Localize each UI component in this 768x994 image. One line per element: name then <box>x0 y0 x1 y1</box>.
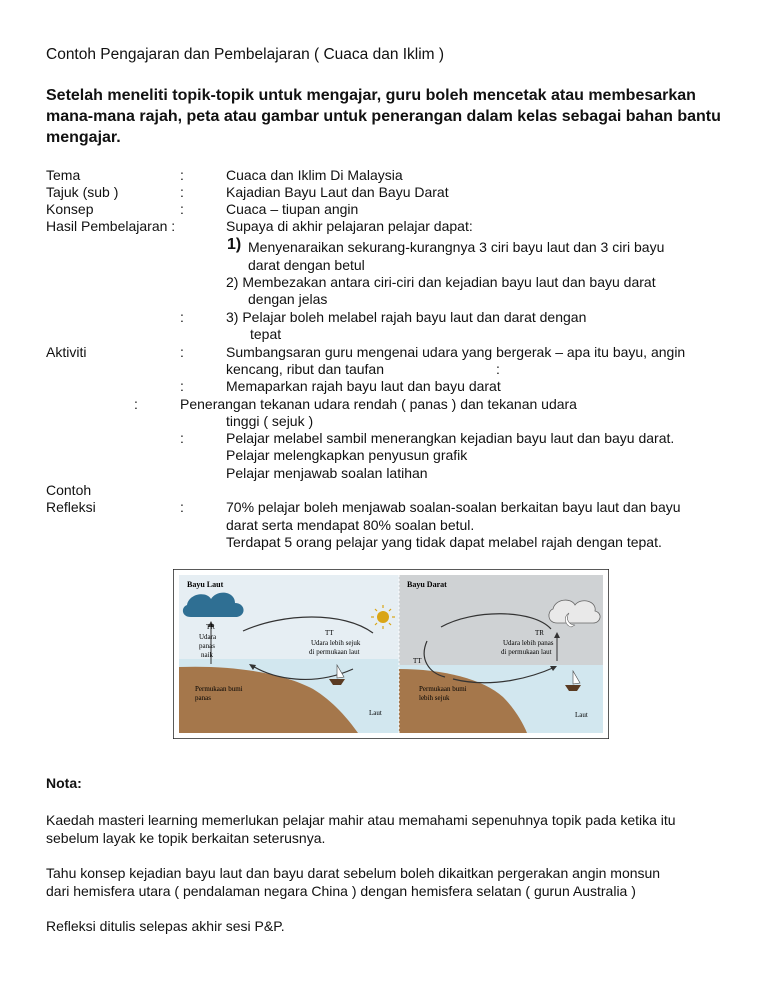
hasil-2-line-b: dengan jelas <box>248 291 328 307</box>
tr-text: Udara <box>199 633 217 641</box>
label-tema: Tema <box>46 167 81 183</box>
aktiviti-3-line-a: Penerangan tekanan udara rendah ( panas ) dan tekanan udara <box>180 396 577 412</box>
refleksi-line-b: darat serta mendapat 80% soalan betul. <box>226 517 475 533</box>
nota-p3: Refleksi ditulis selepas akhir sesi P&P. <box>46 918 285 934</box>
sea-breeze-title: Bayu Laut <box>187 580 224 589</box>
hasil-3-line-b: tepat <box>250 326 282 342</box>
refleksi-line-a: 70% pelajar boleh menjawab soalan-soalan berkaitan bayu laut dan bayu <box>226 499 681 515</box>
tt-label: TT <box>413 657 422 665</box>
land-label: Permukaan bumi <box>419 685 467 693</box>
tt-text: Udara lebih sejuk <box>311 639 361 647</box>
nota-p2-line-a: Tahu konsep kejadian bayu laut dan bayu darat sebelum boleh dikaitkan pergerakan angin monsun <box>46 865 661 881</box>
tr-label: TR <box>206 623 215 631</box>
nota-p1-line-b: sebelum layak ke topik berkaitan seterusnya. <box>46 830 326 846</box>
page-title: Contoh Pengajaran dan Pembelajaran ( Cuaca dan Iklim ) <box>46 46 445 63</box>
sea-land-breeze-diagram <box>173 569 609 739</box>
refleksi-line-c: Terdapat 5 orang pelajar yang tidak dapat melabel rajah dengan tepat. <box>226 534 662 550</box>
colon: : <box>180 344 184 360</box>
value-tema: Cuaca dan Iklim Di Malaysia <box>226 167 403 183</box>
value-tajuk: Kajadian Bayu Laut dan Bayu Darat <box>226 184 449 200</box>
label-tajuk: Tajuk (sub ) <box>46 184 119 200</box>
land-breeze-title: Bayu Darat <box>407 580 447 589</box>
land-label: lebih sejuk <box>419 694 450 702</box>
colon: : <box>180 309 184 325</box>
cloud-icon <box>549 600 600 623</box>
sea-breeze-panel <box>179 575 399 733</box>
intro-paragraph: Setelah meneliti topik-topik untuk mengajar, guru boleh mencetak atau membesarkan mana-mana rajah, peta atau gambar untuk penerangan dalam kelas sebagai bahan bantu mengajar. <box>46 87 721 146</box>
colon: : <box>496 361 500 377</box>
value-hasil: Supaya di akhir pelajaran pelajar dapat: <box>226 218 473 234</box>
colon: : <box>180 201 184 217</box>
nota-p1-line-a: Kaedah masteri learning memerlukan pelajar mahir atau memahami sepenuhnya topik pada ketika itu <box>46 812 676 828</box>
colon: : <box>134 396 138 412</box>
aktiviti-6: Pelajar menjawab soalan latihan <box>226 465 428 481</box>
label-contoh: Contoh <box>46 482 92 498</box>
tt-text: di permukaan laut <box>309 648 360 656</box>
colon: : <box>180 499 184 515</box>
label-aktiviti: Aktiviti <box>46 344 87 360</box>
aktiviti-3-line-b: tinggi ( sejuk ) <box>226 413 314 429</box>
hasil-1-line-b: darat dengan betul <box>248 257 365 273</box>
value-konsep: Cuaca – tiupan angin <box>226 201 359 217</box>
aktiviti-2: Memaparkan rajah bayu laut dan bayu darat <box>226 378 501 394</box>
tr-text: panas <box>199 642 215 650</box>
colon: : <box>180 167 184 183</box>
tr-text: Udara lebih panas <box>503 639 554 647</box>
aktiviti-line-b: kencang, ribut dan taufan <box>226 361 385 377</box>
hasil-1-line-a: Menyenaraikan sekurang-kurangnya 3 ciri bayu laut dan 3 ciri bayu <box>248 239 665 255</box>
land-label: Permukaan bumi <box>195 685 243 693</box>
aktiviti-5: Pelajar melengkapkan penyusun grafik <box>226 447 468 463</box>
nota-heading: Nota: <box>46 775 82 791</box>
hasil-3-line-a: 3) Pelajar boleh melabel rajah bayu laut dan darat dengan <box>226 309 587 325</box>
aktiviti-line-a: Sumbangsaran guru mengenai udara yang bergerak – apa itu bayu, angin <box>226 344 686 360</box>
colon: : <box>180 430 184 446</box>
tr-label: TR <box>535 629 544 637</box>
aktiviti-4: Pelajar melabel sambil menerangkan kejadian bayu laut dan bayu darat. <box>226 430 675 446</box>
label-hasil: Hasil Pembelajaran : <box>46 218 176 234</box>
hasil-1-number: 1) <box>227 236 242 253</box>
nota-p2-line-b: dari hemisfera utara ( pendalaman negara China ) dengan hemisfera selatan ( gurun Australia ) <box>46 883 636 899</box>
tr-text: di permukaan laut <box>501 648 552 656</box>
land-breeze-panel <box>399 575 603 733</box>
tr-text: naik <box>201 651 214 659</box>
sun-icon <box>377 611 389 623</box>
sea-label: Laut <box>369 709 382 717</box>
land-label: panas <box>195 694 211 702</box>
tt-label: TT <box>325 629 334 637</box>
label-refleksi: Refleksi <box>46 499 96 515</box>
hasil-2-line-a: 2) Membezakan antara ciri-ciri dan kejadian bayu laut dan bayu darat <box>226 274 656 290</box>
sea-label: Laut <box>575 711 588 719</box>
label-konsep: Konsep <box>46 201 94 217</box>
colon: : <box>180 378 184 394</box>
colon: : <box>180 184 184 200</box>
